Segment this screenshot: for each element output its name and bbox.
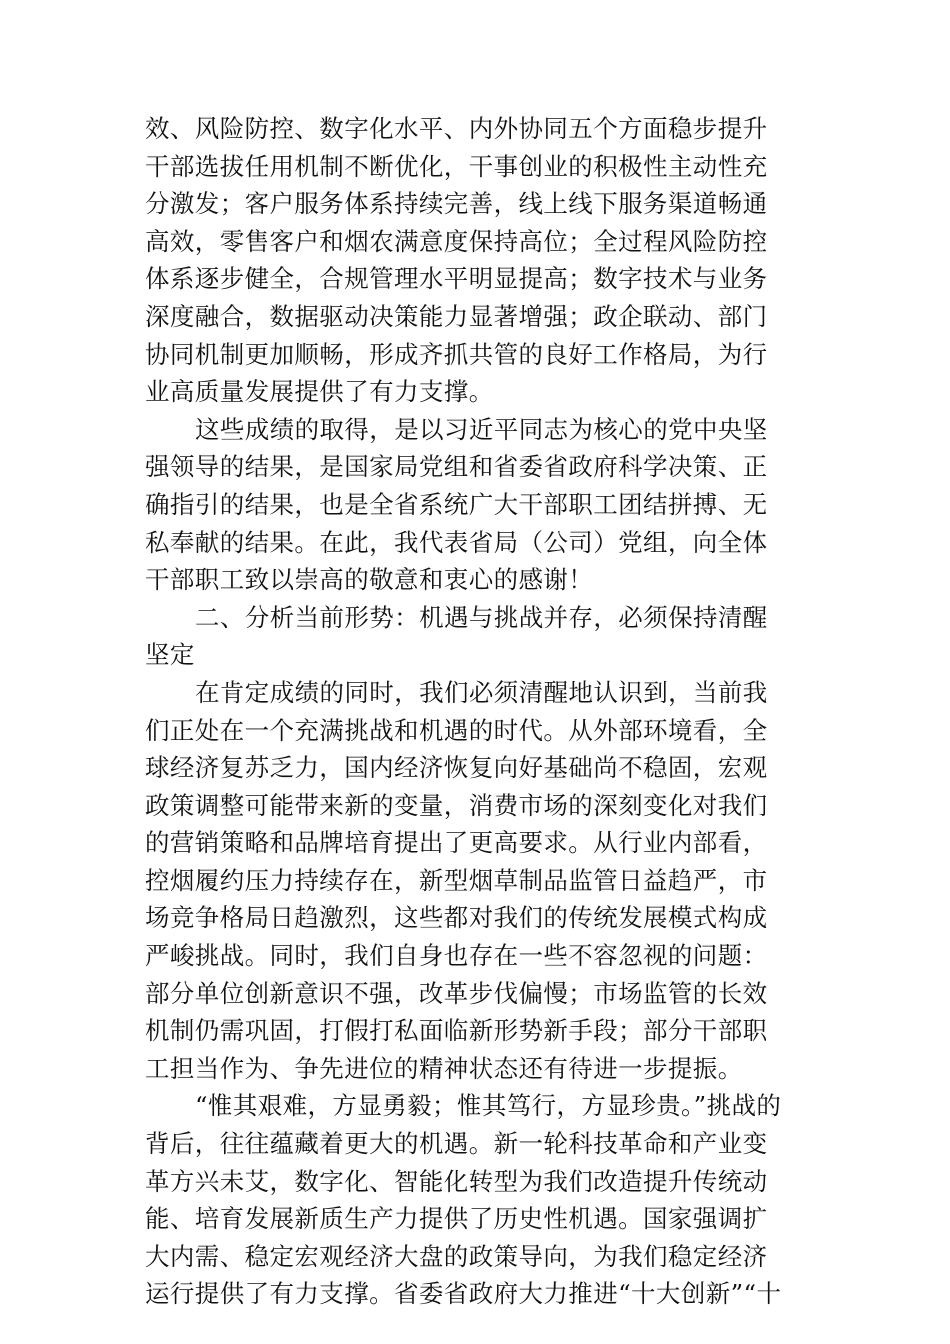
text-line: 革方兴未艾，数字化、智能化转型为我们改造提升传统动 (145, 1166, 768, 1196)
text-line: 大内需、稳定宏观经济大盘的政策导向，为我们稳定经济 (145, 1241, 768, 1271)
paragraph-first-line: 在肯定成绩的同时，我们必须清醒地认识到，当前我 (195, 677, 768, 707)
text-line: 干部职工致以崇高的敬意和衷心的感谢！ (145, 565, 594, 595)
text-line: 的营销策略和品牌培育提出了更高要求。从行业内部看， (145, 828, 768, 858)
text-line: 干部选拔任用机制不断优化，干事创业的积极性主动性充 (145, 151, 768, 181)
text-line: 深度融合，数据驱动决策能力显著增强；政企联动、部门 (145, 301, 768, 331)
text-line: 分激发；客户服务体系持续完善，线上线下服务渠道畅通 (145, 189, 768, 219)
text-line: 严峻挑战。同时，我们自身也存在一些不容忽视的问题： (145, 941, 768, 971)
text-line: 强领导的结果，是国家局党组和省委省政府科学决策、正 (145, 452, 768, 482)
section-heading-continuation: 坚定 (145, 640, 195, 670)
text-line: 效、风险防控、数字化水平、内外协同五个方面稳步提升 (145, 114, 768, 143)
paragraph-first-line: “惟其艰难，方显勇毅；惟其笃行，方显珍贵。”挑战的 (195, 1091, 782, 1121)
text-line: 球经济复苏乏力，国内经济恢复向好基础尚不稳固，宏观 (145, 753, 768, 783)
text-line: 能、培育发展新质生产力提供了历史性机遇。国家强调扩 (145, 1204, 768, 1234)
text-line: 高效，零售客户和烟农满意度保持高位；全过程风险防控 (145, 226, 768, 256)
paragraph-first-line: 这些成绩的取得，是以习近平同志为核心的党中央坚 (195, 414, 768, 444)
text-line: 背后，往往蕴藏着更大的机遇。新一轮科技革命和产业变 (145, 1129, 768, 1159)
text-line: 私奉献的结果。在此，我代表省局（公司）党组，向全体 (145, 527, 768, 557)
text-line: 控烟履约压力持续存在，新型烟草制品监管日益趋严，市 (145, 865, 768, 895)
text-line: 政策调整可能带来新的变量，消费市场的深刻变化对我们 (145, 790, 768, 820)
text-line: 部分单位创新意识不强，改革步伐偏慢；市场监管的长效 (145, 978, 768, 1008)
text-line: 确指引的结果，也是全省系统广大干部职工团结拼搏、无 (145, 489, 768, 519)
text-line: 体系逐步健全，合规管理水平明显提高；数字技术与业务 (145, 264, 768, 294)
text-line: 协同机制更加顺畅，形成齐抓共管的良好工作格局，为行 (145, 339, 768, 369)
text-line: 业高质量发展提供了有力支撑。 (145, 377, 494, 407)
text-line: 工担当作为、争先进位的精神状态还有待进一步提振。 (145, 1053, 743, 1083)
section-heading: 二、分析当前形势：机遇与挑战并存，必须保持清醒 (195, 602, 768, 632)
document-body (145, 110, 805, 1313)
text-line: 场竞争格局日趋激烈，这些都对我们的传统发展模式构成 (145, 903, 768, 933)
text-line: 机制仍需巩固，打假打私面临新形势新手段；部分干部职 (145, 1016, 768, 1046)
text-line: 们正处在一个充满挑战和机遇的时代。从外部环境看，全 (145, 715, 768, 745)
text-line: 运行提供了有力支撑。省委省政府大力推进“十大创新”“十 (145, 1279, 782, 1309)
